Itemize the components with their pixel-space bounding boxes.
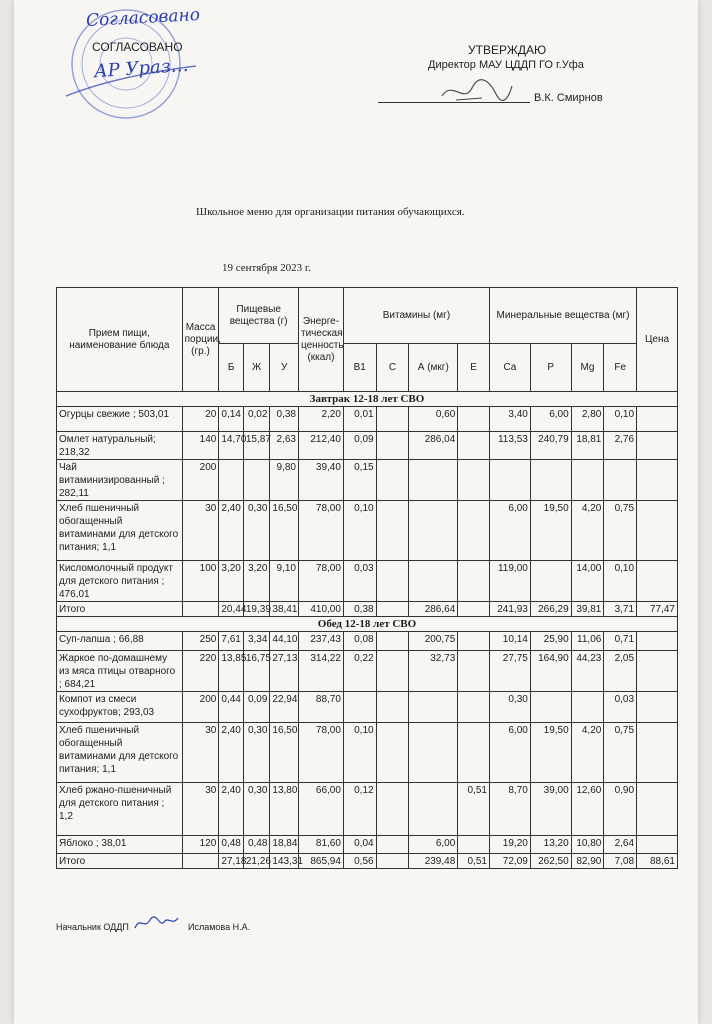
cell-price: 88,61 (637, 854, 678, 869)
header-zh: Ж (243, 344, 270, 392)
cell-fe: 0,10 (604, 407, 637, 432)
section-row (57, 392, 678, 407)
header-mg: Mg (571, 344, 604, 392)
cell-price (637, 783, 678, 836)
cell-u: 27,13 (270, 651, 299, 692)
cell-zh: 0,09 (243, 692, 270, 723)
cell-a (409, 460, 458, 501)
cell-fe (604, 460, 637, 501)
cell-fe: 7,08 (604, 854, 637, 869)
cell-mass: 250 (182, 632, 219, 651)
cell-b: 20,44 (219, 602, 244, 617)
cell-zh: 0,30 (243, 783, 270, 836)
cell-energy: 78,00 (299, 723, 344, 783)
cell-a (409, 501, 458, 561)
cell-p: 19,50 (530, 723, 571, 783)
cell-ca: 19,20 (489, 836, 530, 854)
cell-b: 0,44 (219, 692, 244, 723)
cell-b1: 0,22 (343, 651, 376, 692)
approval-title: УТВЕРЖДАЮ (468, 43, 547, 57)
header-vitamins: Витамины (мг) (343, 288, 489, 344)
cell-p: 266,29 (530, 602, 571, 617)
cell-b: 0,48 (219, 836, 244, 854)
cell-mg: 11,06 (571, 632, 604, 651)
cell-c (376, 602, 409, 617)
cell-u: 22,94 (270, 692, 299, 723)
cell-a: 0,60 (409, 407, 458, 432)
cell-p (530, 692, 571, 723)
cell-energy: 78,00 (299, 561, 344, 602)
cell-mg: 14,00 (571, 561, 604, 602)
table-row (57, 651, 678, 692)
cell-zh: 19,39 (243, 602, 270, 617)
cell-fe: 3,71 (604, 602, 637, 617)
cell-c (376, 561, 409, 602)
table-row (57, 836, 678, 854)
cell-energy: 88,70 (299, 692, 344, 723)
cell-price (637, 651, 678, 692)
dish-name: Хлеб пшеничный обогащенный витаминами для детского питания; 1,1 (57, 723, 183, 783)
menu-table (56, 287, 678, 869)
cell-fe: 2,76 (604, 432, 637, 460)
cell-zh: 3,20 (243, 561, 270, 602)
cell-c (376, 432, 409, 460)
cell-mg: 82,90 (571, 854, 604, 869)
cell-b: 7,61 (219, 632, 244, 651)
cell-e (458, 460, 490, 501)
dish-name: Хлеб пшеничный обогащенный витаминами для детского питания; 1,1 (57, 501, 183, 561)
cell-price (637, 723, 678, 783)
cell-fe: 0,03 (604, 692, 637, 723)
cell-b1: 0,01 (343, 407, 376, 432)
cell-energy: 66,00 (299, 783, 344, 836)
dish-name: Компот из смеси сухофруктов; 293,03 (57, 692, 183, 723)
cell-mass: 200 (182, 692, 219, 723)
cell-p: 39,00 (530, 783, 571, 836)
cell-e (458, 602, 490, 617)
cell-e (458, 432, 490, 460)
cell-p: 262,50 (530, 854, 571, 869)
cell-b1: 0,56 (343, 854, 376, 869)
cell-energy: 314,22 (299, 651, 344, 692)
cell-energy: 237,43 (299, 632, 344, 651)
cell-b1: 0,38 (343, 602, 376, 617)
cell-u: 16,50 (270, 501, 299, 561)
stamp-handwritten-text: Согласовано (85, 5, 201, 31)
cell-b1: 0,08 (343, 632, 376, 651)
total-row (57, 854, 678, 869)
cell-zh: 0,30 (243, 723, 270, 783)
header-b: Б (219, 344, 244, 392)
cell-fe: 0,75 (604, 723, 637, 783)
cell-mg: 2,80 (571, 407, 604, 432)
cell-mg: 39,81 (571, 602, 604, 617)
cell-ca (489, 460, 530, 501)
dish-name: Итого (57, 854, 183, 869)
signature-line (378, 102, 530, 103)
cell-zh (243, 460, 270, 501)
cell-c (376, 723, 409, 783)
cell-mass: 30 (182, 783, 219, 836)
cell-c (376, 692, 409, 723)
cell-u: 16,50 (270, 723, 299, 783)
cell-u: 2,63 (270, 432, 299, 460)
footer-name: Исламова Н.А. (188, 922, 251, 932)
cell-u: 18,84 (270, 836, 299, 854)
header-minerals: Минеральные вещества (мг) (489, 288, 636, 344)
cell-b1: 0,12 (343, 783, 376, 836)
cell-e (458, 561, 490, 602)
cell-mass: 100 (182, 561, 219, 602)
cell-b1: 0,10 (343, 501, 376, 561)
table-row (57, 407, 678, 432)
cell-mg: 10,80 (571, 836, 604, 854)
cell-fe: 0,75 (604, 501, 637, 561)
cell-e (458, 632, 490, 651)
cell-price (637, 432, 678, 460)
stamp-signature: АР Ураз… (93, 54, 190, 83)
cell-ca: 119,00 (489, 561, 530, 602)
cell-c (376, 783, 409, 836)
cell-energy: 2,20 (299, 407, 344, 432)
cell-mg (571, 692, 604, 723)
header-u: У (270, 344, 299, 392)
cell-u: 9,80 (270, 460, 299, 501)
cell-fe: 2,64 (604, 836, 637, 854)
cell-a: 6,00 (409, 836, 458, 854)
cell-c (376, 632, 409, 651)
cell-u: 44,10 (270, 632, 299, 651)
document-title: Школьное меню для организации питания обучающихся. (196, 206, 465, 218)
cell-mg: 4,20 (571, 501, 604, 561)
section-title: Завтрак 12-18 лет СВО (57, 392, 678, 407)
stamp-printed-text: СОГЛАСОВАНО (92, 40, 183, 54)
cell-ca: 0,30 (489, 692, 530, 723)
table-row (57, 632, 678, 651)
cell-energy: 39,40 (299, 460, 344, 501)
cell-energy: 410,00 (299, 602, 344, 617)
cell-price: 77,47 (637, 602, 678, 617)
cell-ca: 10,14 (489, 632, 530, 651)
cell-price (637, 460, 678, 501)
cell-price (637, 407, 678, 432)
cell-mg: 44,23 (571, 651, 604, 692)
cell-e (458, 651, 490, 692)
cell-a: 32,73 (409, 651, 458, 692)
cell-a: 200,75 (409, 632, 458, 651)
cell-a: 239,48 (409, 854, 458, 869)
header-p: P (530, 344, 571, 392)
table-row (57, 432, 678, 460)
cell-mg (571, 460, 604, 501)
cell-a: 286,64 (409, 602, 458, 617)
dish-name: Кисломолочный продукт для детского питания ; 476,01 (57, 561, 183, 602)
cell-b: 27,18 (219, 854, 244, 869)
cell-a (409, 692, 458, 723)
header-b1: B1 (343, 344, 376, 392)
cell-ca: 3,40 (489, 407, 530, 432)
cell-u: 9,10 (270, 561, 299, 602)
cell-price (637, 632, 678, 651)
cell-e (458, 407, 490, 432)
cell-e: 0,51 (458, 854, 490, 869)
cell-energy: 865,94 (299, 854, 344, 869)
cell-c (376, 836, 409, 854)
dish-name: Хлеб ржано-пшеничный для детского питания ; 1,2 (57, 783, 183, 836)
cell-fe: 0,90 (604, 783, 637, 836)
cell-mg: 12,60 (571, 783, 604, 836)
cell-u: 143,31 (270, 854, 299, 869)
table-row (57, 692, 678, 723)
cell-a: 286,04 (409, 432, 458, 460)
cell-price (637, 836, 678, 854)
cell-u: 13,80 (270, 783, 299, 836)
cell-b (219, 460, 244, 501)
cell-mass: 140 (182, 432, 219, 460)
cell-b: 2,40 (219, 501, 244, 561)
cell-e (458, 501, 490, 561)
approval-name: В.К. Смирнов (534, 92, 603, 104)
cell-mg: 18,81 (571, 432, 604, 460)
cell-u: 38,41 (270, 602, 299, 617)
cell-b1: 0,15 (343, 460, 376, 501)
header-c: C (376, 344, 409, 392)
cell-e (458, 723, 490, 783)
cell-mass: 30 (182, 501, 219, 561)
cell-energy: 81,60 (299, 836, 344, 854)
cell-p: 25,90 (530, 632, 571, 651)
cell-ca: 6,00 (489, 501, 530, 561)
header-energy: Энерге-тическая ценность (ккал) (299, 288, 344, 392)
cell-zh: 0,30 (243, 501, 270, 561)
cell-b1: 0,10 (343, 723, 376, 783)
cell-price (637, 561, 678, 602)
cell-c (376, 407, 409, 432)
cell-fe: 0,71 (604, 632, 637, 651)
header-e: E (458, 344, 490, 392)
cell-zh: 3,34 (243, 632, 270, 651)
footer-signature (132, 912, 180, 934)
table-row (57, 561, 678, 602)
header-fe: Fe (604, 344, 637, 392)
table-row (57, 723, 678, 783)
dish-name: Итого (57, 602, 183, 617)
cell-mass: 200 (182, 460, 219, 501)
cell-p: 164,90 (530, 651, 571, 692)
cell-c (376, 854, 409, 869)
header-meal: Прием пищи, наименование блюда (57, 288, 183, 392)
cell-b1: 0,04 (343, 836, 376, 854)
cell-mass (182, 602, 219, 617)
header-nutrients: Пищевые вещества (г) (219, 288, 299, 344)
cell-p: 240,79 (530, 432, 571, 460)
cell-c (376, 501, 409, 561)
approval-position: Директор МАУ ЦДДП ГО г.Уфа (428, 59, 584, 71)
section-row (57, 617, 678, 632)
cell-ca: 6,00 (489, 723, 530, 783)
cell-e: 0,51 (458, 783, 490, 836)
cell-zh: 21,26 (243, 854, 270, 869)
cell-b: 14,70 (219, 432, 244, 460)
header-price: Цена (637, 288, 678, 392)
cell-ca: 27,75 (489, 651, 530, 692)
cell-b1: 0,03 (343, 561, 376, 602)
header-ca: Ca (489, 344, 530, 392)
dish-name: Жаркое по-домашнему из мяса птицы отварного ; 684,21 (57, 651, 183, 692)
cell-mg: 4,20 (571, 723, 604, 783)
cell-ca: 8,70 (489, 783, 530, 836)
cell-a (409, 783, 458, 836)
cell-p (530, 561, 571, 602)
header-mass: Масса порции, (гр.) (182, 288, 219, 392)
cell-b: 3,20 (219, 561, 244, 602)
cell-u: 0,38 (270, 407, 299, 432)
cell-mass (182, 854, 219, 869)
cell-mass: 30 (182, 723, 219, 783)
cell-ca: 241,93 (489, 602, 530, 617)
cell-b1 (343, 692, 376, 723)
table-row (57, 460, 678, 501)
cell-price (637, 501, 678, 561)
cell-energy: 78,00 (299, 501, 344, 561)
cell-b: 2,40 (219, 783, 244, 836)
total-row (57, 602, 678, 617)
cell-zh: 0,48 (243, 836, 270, 854)
cell-c (376, 460, 409, 501)
cell-zh: 0,02 (243, 407, 270, 432)
cell-e (458, 692, 490, 723)
cell-zh: 16,75 (243, 651, 270, 692)
cell-p (530, 460, 571, 501)
table-row (57, 783, 678, 836)
dish-name: Суп-лапша ; 66,88 (57, 632, 183, 651)
cell-b: 2,40 (219, 723, 244, 783)
cell-c (376, 651, 409, 692)
table-row (57, 501, 678, 561)
cell-a (409, 561, 458, 602)
cell-ca: 113,53 (489, 432, 530, 460)
cell-fe: 0,10 (604, 561, 637, 602)
header-a: А (мкг) (409, 344, 458, 392)
document-date: 19 сентября 2023 г. (222, 262, 311, 274)
cell-fe: 2,05 (604, 651, 637, 692)
dish-name: Яблоко ; 38,01 (57, 836, 183, 854)
cell-a (409, 723, 458, 783)
section-title: Обед 12-18 лет СВО (57, 617, 678, 632)
dish-name: Омлет натуральный; 218,32 (57, 432, 183, 460)
dish-name: Огурцы свежие ; 503,01 (57, 407, 183, 432)
cell-b: 13,85 (219, 651, 244, 692)
cell-mass: 120 (182, 836, 219, 854)
cell-p: 13,20 (530, 836, 571, 854)
cell-mass: 20 (182, 407, 219, 432)
cell-energy: 212,40 (299, 432, 344, 460)
cell-p: 6,00 (530, 407, 571, 432)
cell-e (458, 836, 490, 854)
footer-position: Начальник ОДДП (56, 922, 129, 932)
dish-name: Чай витаминизированный ; 282,11 (57, 460, 183, 501)
cell-b: 0,14 (219, 407, 244, 432)
cell-b1: 0,09 (343, 432, 376, 460)
cell-price (637, 692, 678, 723)
cell-mass: 220 (182, 651, 219, 692)
cell-zh: 15,87 (243, 432, 270, 460)
cell-p: 19,50 (530, 501, 571, 561)
cell-ca: 72,09 (489, 854, 530, 869)
